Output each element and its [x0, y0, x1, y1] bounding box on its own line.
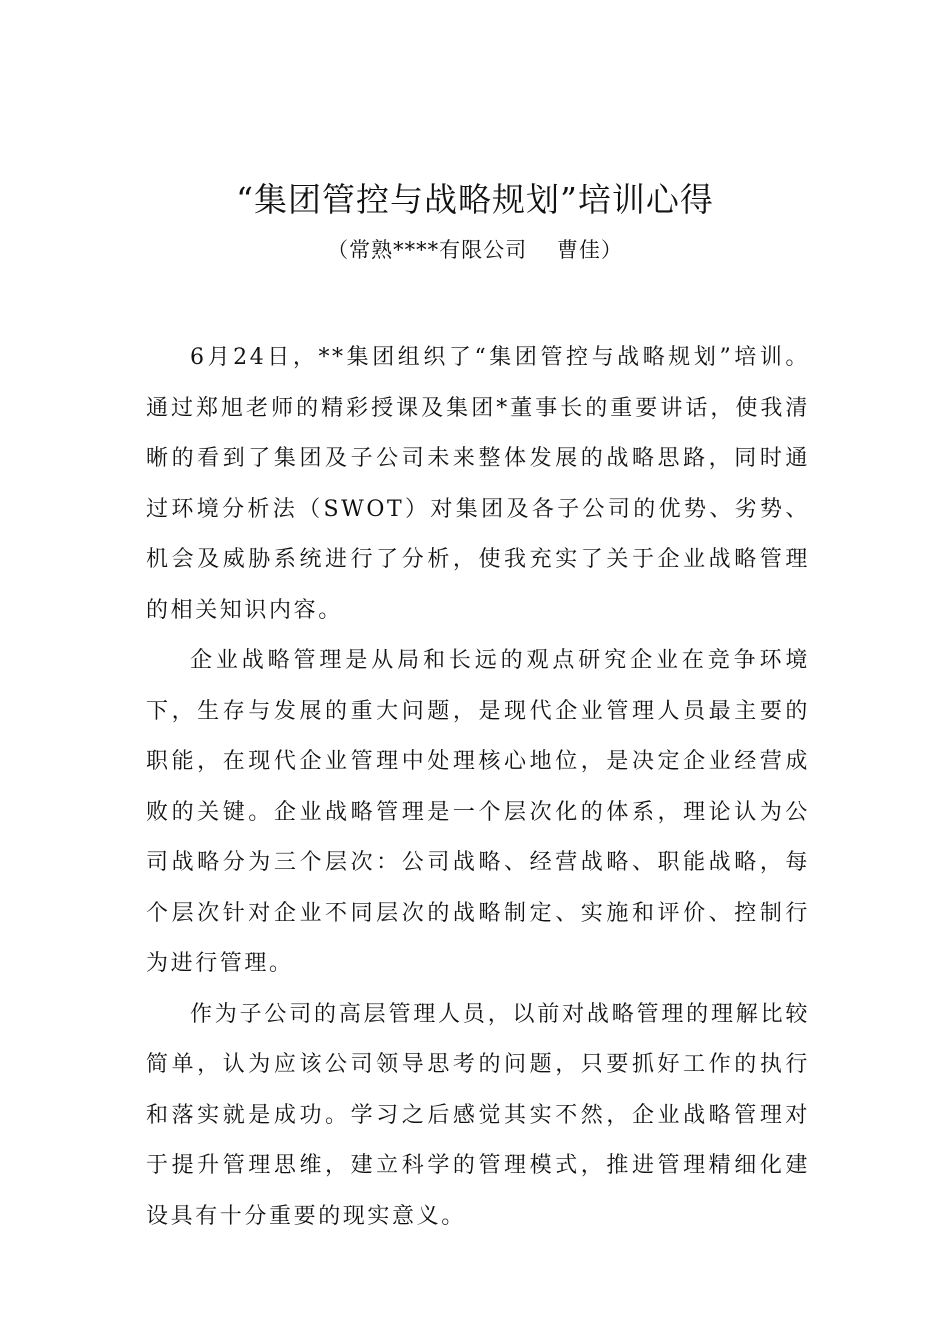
document-title: “集团管控与战略规划”培训心得 [236, 180, 714, 219]
document-body [146, 333, 810, 1242]
document-subtitle: （常熟****有限公司 曹佳） [327, 238, 623, 262]
body-paragraph: 企业战略管理是从局和长远的观点研究企业在竞争环境下，生存与发展的重大问题，是现代企业管理人员最主要的职能，在现代企业管理中处理核心地位，是决定企业经营成败的关键。企业战略管理是一个层次化的体系，理论认为公司战略分为三个层次：公司战略、经营战略、职能战略，每个层次针对企业不同层次的战略制定、实施和评价、控制行为进行管理。 [146, 648, 810, 976]
body-paragraph: 6月24日，**集团组织了“集团管控与战略规划”培训。通过郑旭老师的精彩授课及集团*董事长的重要讲话，使我清晰的看到了集团及子公司未来整体发展的战略思路，同时通过环境分析法（SWOT）对集团及各子公司的优势、劣势、机会及威胁系统进行了分析，使我充实了关于企业战略管理的相关知识内容。 [146, 345, 810, 623]
body-paragraph: 作为子公司的高层管理人员，以前对战略管理的理解比较简单，认为应该公司领导思考的问题，只要抓好工作的执行和落实就是成功。学习之后感觉其实不然，企业战略管理对于提升管理思维，建立科学的管理模式，推进管理精细化建设具有十分重要的现实意义。 [146, 1001, 810, 1229]
